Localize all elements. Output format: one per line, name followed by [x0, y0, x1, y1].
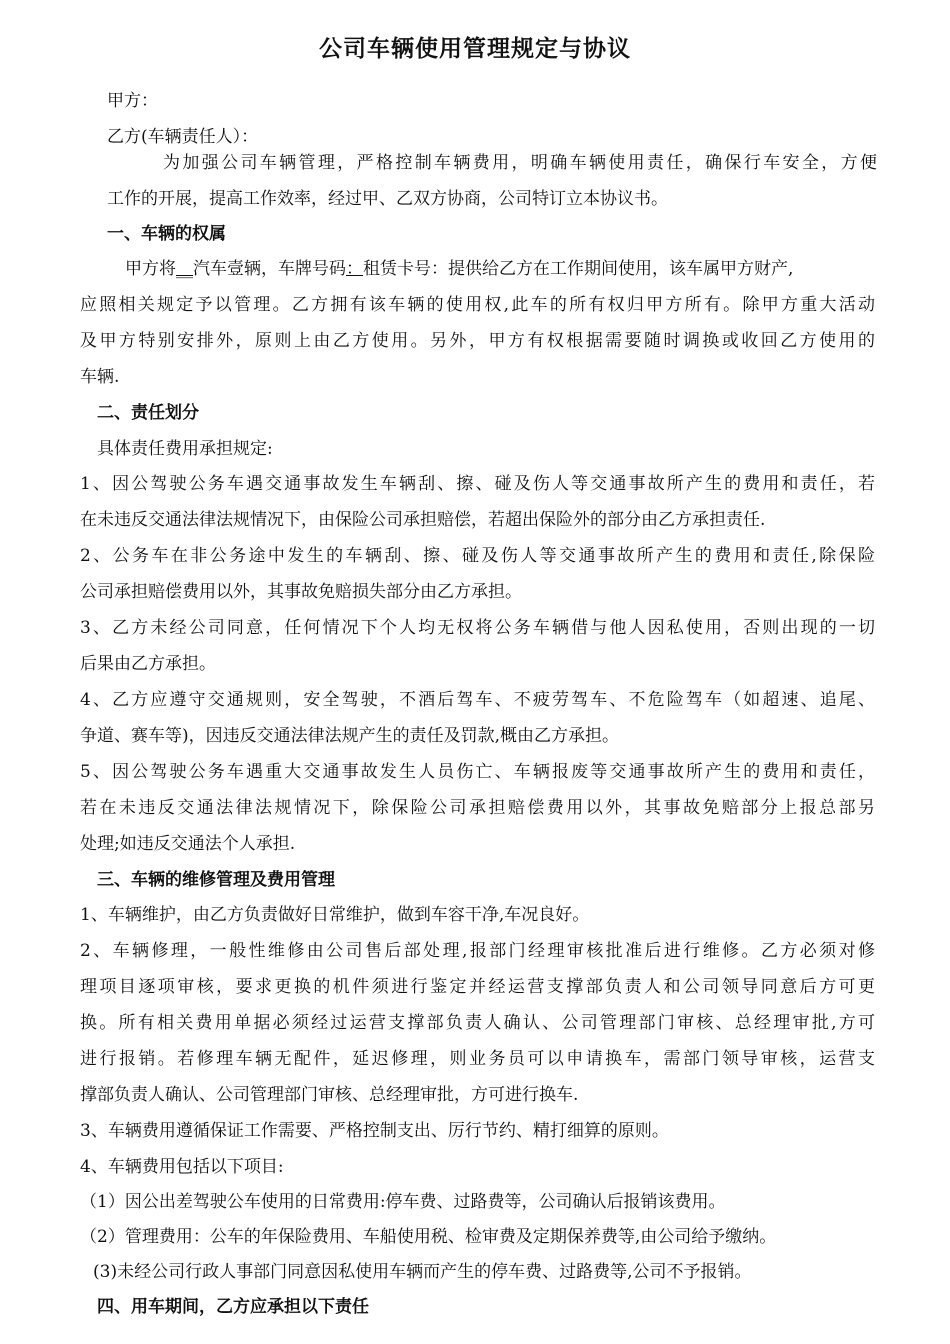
section-3-line: 3、车辆费用遵循保证工作需要、严格控制支出、厉行节约、精打细算的原则。 [80, 1121, 669, 1141]
section-2-line: 若在未违反交通法律法规情况下，除保险公司承担赔偿费用以外，其事故免赔部分上报总部另 [80, 798, 875, 818]
plate-number-blank: ： [346, 259, 363, 279]
section-1-text-b: 汽车壹辆，车牌号码 [193, 259, 346, 279]
expense-item: (3)未经公司行政人事部门同意因私使用车辆而产生的停车费、过路费等,公司不予报销。 [93, 1262, 752, 1282]
section-2-line: 处理;如违反交通法个人承担. [80, 834, 296, 854]
party-a-label: 甲方： [107, 91, 158, 111]
section-2-line: 2、公务车在非公务途中发生的车辆刮、擦、碰及伤人等交通事故所产生的费用和责任,除保险 [80, 546, 875, 566]
section-2-line: 公司承担赔偿费用以外，其事故免赔损失部分由乙方承担。 [80, 582, 522, 602]
expense-item: （1）因公出差驾驶公车使用的日常费用:停车费、过路费等，公司确认后报销该费用。 [80, 1192, 726, 1212]
section-2-line: 争道、赛车等)，因违反交通法律法规产生的责任及罚款,概由乙方承担。 [80, 726, 620, 746]
section-2-line: 5、因公驾驶公务车遇重大交通事故发生人员伤亡、车辆报废等交通事故所产生的费用和责任， [80, 762, 875, 782]
section-2-subheading: 具体责任费用承担规定: [97, 439, 273, 459]
section-1-text-c: 租赁卡号：提供给乙方在工作期间使用，该车属甲方财产, [363, 259, 794, 279]
section-3-line: 换。所有相关费用单据必须经过运营支撑部负责人确认、公司管理部门审核、总经理审批,方可 [80, 1013, 875, 1033]
section-1-text-a: 甲方将 [125, 259, 176, 279]
section-2-line: 在未违反交通法律法规情况下，由保险公司承担赔偿，若超出保险外的部分由乙方承担责任. [80, 510, 766, 530]
section-2-line: 3、乙方未经公司同意，任何情况下个人均无权将公务车辆借与他人因私使用，否则出现的一切 [80, 618, 875, 638]
section-1-heading: 一、车辆的权属 [107, 224, 226, 244]
vehicle-model-blank: __ [176, 259, 193, 279]
section-3-line: 4、车辆费用包括以下项目: [80, 1157, 284, 1177]
section-1-first-line [125, 256, 793, 282]
section-3-line: 1、车辆维护，由乙方负责做好日常维护，做到车容干净,车况良好。 [80, 905, 590, 925]
section-2-line: 1、因公驾驶公务车遇交通事故发生车辆刮、擦、碰及伤人等交通事故所产生的费用和责任，若 [80, 474, 875, 494]
section-1-line: 车辆. [80, 367, 120, 387]
section-3-line: 2、车辆修理，一般性维修由公司售后部处理,报部门经理审核批准后进行维修。乙方必须对修 [80, 941, 875, 961]
section-4-heading: 四、用车期间，乙方应承担以下责任 [97, 1297, 369, 1317]
section-1-line: 应照相关规定予以管理。乙方拥有该车辆的使用权,此车的所有权归甲方所有。除甲方重大活动 [80, 295, 875, 315]
party-b-label: 乙方(车辆责任人）： [107, 127, 259, 147]
section-2-heading: 二、责任划分 [97, 403, 199, 423]
section-3-heading: 三、车辆的维修管理及费用管理 [97, 870, 335, 890]
section-2-line: 4、乙方应遵守交通规则，安全驾驶，不酒后驾车、不疲劳驾车、不危险驾车（如超速、追尾、 [80, 690, 875, 710]
expense-item: （2）管理费用：公车的年保险费用、车船使用税、检审费及定期保养费等,由公司给予缴纳。 [80, 1227, 777, 1247]
intro-line-1: 为加强公司车辆管理，严格控制车辆费用，明确车辆使用责任，确保行车安全，方便 [163, 153, 877, 173]
section-2-line: 后果由乙方承担。 [80, 654, 216, 674]
section-1-line: 及甲方特别安排外，原则上由乙方使用。另外，甲方有权根据需要随时调换或收回乙方使用的 [80, 331, 875, 351]
intro-line-2: 工作的开展，提高工作效率，经过甲、乙双方协商，公司特订立本协议书。 [107, 189, 668, 209]
section-3-line: 理项目逐项审核，要求更换的机件须进行鉴定并经运营支撑部负责人和公司领导同意后方可更 [80, 977, 875, 997]
document-title: 公司车辆使用管理规定与协议 [319, 36, 631, 62]
section-3-line: 撑部负责人确认、公司管理部门审核、总经理审批，方可进行换车. [80, 1085, 579, 1105]
section-3-line: 进行报销。若修理车辆无配件，延迟修理，则业务员可以申请换车，需部门领导审核，运营支 [80, 1049, 875, 1069]
